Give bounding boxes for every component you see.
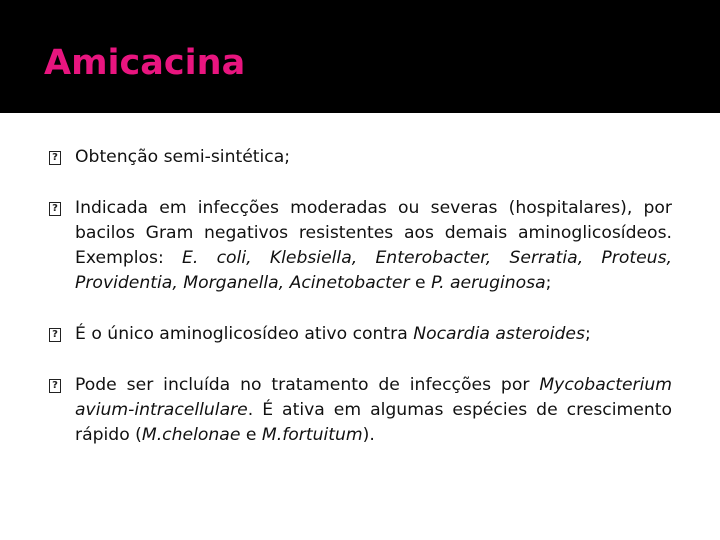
bullet-text-italic: M.chelonae [141, 425, 241, 445]
missing-glyph-box-icon [49, 379, 61, 393]
bullet-item [48, 373, 672, 448]
bullet-text: Pode ser incluída no tratamento de infecções por [75, 375, 540, 395]
bullet-item [48, 145, 672, 170]
missing-glyph-box-icon [49, 202, 61, 216]
bullet-text-italic: M.fortuitum [261, 425, 363, 445]
slide-title: Amicacina [44, 43, 246, 83]
missing-glyph-box-icon [49, 151, 61, 165]
title-bar [0, 0, 720, 113]
bullet-item [48, 196, 672, 296]
bullet-text: ; [584, 324, 591, 344]
bullet-text: Obtenção semi-sintética; [75, 147, 291, 167]
bullet-text: É o único aminoglicosídeo ativo contra [75, 324, 414, 344]
bullet-text-italic: Mycobacterium avium-intracellulare [75, 375, 672, 420]
bullet-text-italic: P. aeruginosa [431, 273, 546, 293]
bullet-text: e [240, 425, 262, 445]
bullet-text: ). [362, 425, 375, 445]
bullet-text: ; [545, 273, 552, 293]
bullet-text: e [409, 273, 432, 293]
bullet-text: Indicada em infecções moderadas ou severas (hospitalares), por bacilos Gram negativos resistentes aos demais aminoglicosídeos. Exemplos: [75, 198, 672, 268]
bullet-text: . É ativa em algumas espécies de crescimento rápido ( [75, 400, 672, 445]
bullet-text-italic: E. coli, Klebsiella, Enterobacter, Serratia, Proteus, Providentia, Morganella, Acinetobacter [75, 248, 672, 293]
bullet-text-italic: Nocardia asteroides [413, 324, 585, 344]
bullet-item [48, 322, 672, 347]
bullet-list [48, 145, 672, 448]
missing-glyph-box-icon [49, 328, 61, 342]
